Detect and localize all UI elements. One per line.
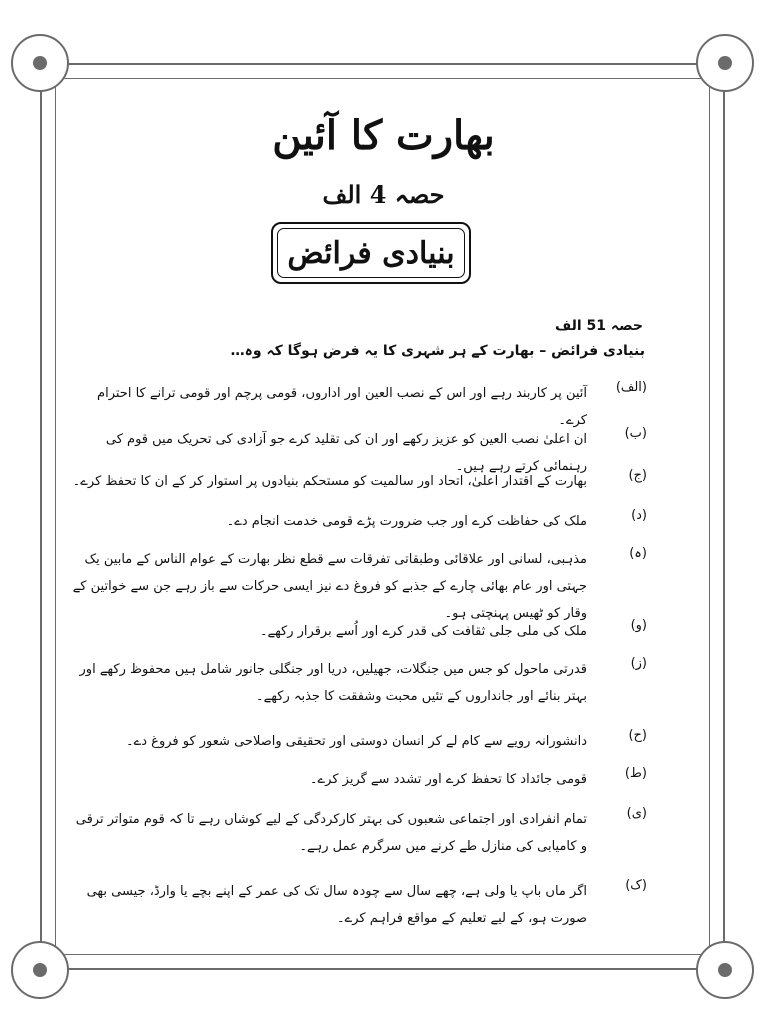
clause-text: آئین پر کاربند رہے اور اس کے نصب العین اور اداروں، قومی پرچم اور قومی ترانے کا احترام کرے۔ (97, 386, 587, 428)
clause-marker: (ج) (628, 468, 647, 483)
duties-heading: بنیادی فرائض – بھارت کے ہر شہری کا یہ فرض ہوگا کہ وہ… (230, 343, 645, 359)
clause-text: ان اعلیٰ نصب العین کو عزیز رکھے اور ان کی تقلید کرے جو آزادی کی تحریک میں قوم کی رہنمائی کرتے رہے ہیں۔ (105, 432, 587, 474)
clause-he (67, 546, 647, 627)
clause-text: تمام انفرادی اور اجتماعی شعبوں کی بہتر کارکردگی کے لیے کوشاں رہے تا کہ قوم متواتر ترقی و کامیابی کی منازل طے کرنے میں سرگرم عمل رہے۔ (75, 812, 587, 854)
clause-marker: (ہ) (629, 546, 647, 561)
clause-text: قومی جائداد کا تحفظ کرے اور تشدد سے گریز کرے۔ (309, 772, 587, 787)
clause-marker: (ی) (626, 806, 647, 821)
corner-ornament-top-right (696, 34, 754, 92)
clause-marker: (ز) (630, 656, 647, 671)
article-number: حصہ 51 الف (554, 318, 643, 334)
clause-ze (67, 656, 647, 710)
clause-marker: (ح) (628, 728, 647, 743)
clause-wao (67, 618, 647, 645)
clause-text: بھارت کے اقتدار اعلیٰ، اتحاد اور سالمیت کو مستحکم بنیادوں پر استوار کر کے ان کا تحفظ کرے۔ (72, 474, 587, 489)
clause-text: مذہبی، لسانی اور علاقائی وطبقاتی تفرقات سے قطع نظر بھارت کے عوام الناس کے مابین یک جہتی اور عام بھائی چارے کے جذبے کو فروغ دے نیز ایسی حرکات سے باز رہے جن سے خواتین کے وقار کو ٹھیس پہنچتی ہو۔ (72, 552, 587, 621)
clause-text: ملک کی ملی جلی ثقافت کی قدر کرے اور اُسے برقرار رکھے۔ (259, 624, 587, 639)
clause-kaaf (67, 878, 647, 932)
clause-jeem (67, 468, 647, 495)
clause-ye (67, 806, 647, 860)
clause-marker: (و) (630, 618, 647, 633)
clause-hay (67, 728, 647, 755)
boxed-heading: بنیادی فرائض (277, 228, 465, 278)
clause-marker: (ط) (624, 766, 647, 781)
document-title: بھارت کا آئین (272, 112, 495, 159)
clause-text: اگر ماں باپ یا ولی ہے، چھے سال سے چودہ سال تک کی عمر کے اپنے بچے یا وارڈ، جیسی بھی صورت ہو، کے لیے تعلیم کے مواقع فراہم کرے۔ (86, 884, 587, 926)
clause-text: ملک کی حفاظت کرے اور جب ضرورت پڑے قومی خدمت انجام دے۔ (226, 514, 587, 529)
clause-daal (67, 508, 647, 535)
clause-marker: (ب) (624, 426, 647, 441)
corner-ornament-bottom-right (696, 941, 754, 999)
boxed-heading-frame (271, 222, 471, 284)
clause-marker: (ک) (625, 878, 647, 893)
corner-ornament-top-left (11, 34, 69, 92)
clause-text: دانشورانہ رویے سے کام لے کر انسان دوستی اور تحقیقی واصلاحی شعور کو فروغ دے۔ (126, 734, 587, 749)
clause-text: قدرتی ماحول کو جس میں جنگلات، جھیلیں، دریا اور جنگلی جانور شامل ہیں محفوظ رکھے اور بہتر بنائے اور جانداروں کے تئیں محبت وشفقت کا جذبہ رکھے۔ (79, 662, 587, 704)
part-heading: حصہ 4 الف (322, 180, 445, 209)
clause-marker: (د) (631, 508, 647, 523)
clause-toe (67, 766, 647, 793)
corner-ornament-bottom-left (11, 941, 69, 999)
clause-marker: (الف) (615, 380, 647, 395)
